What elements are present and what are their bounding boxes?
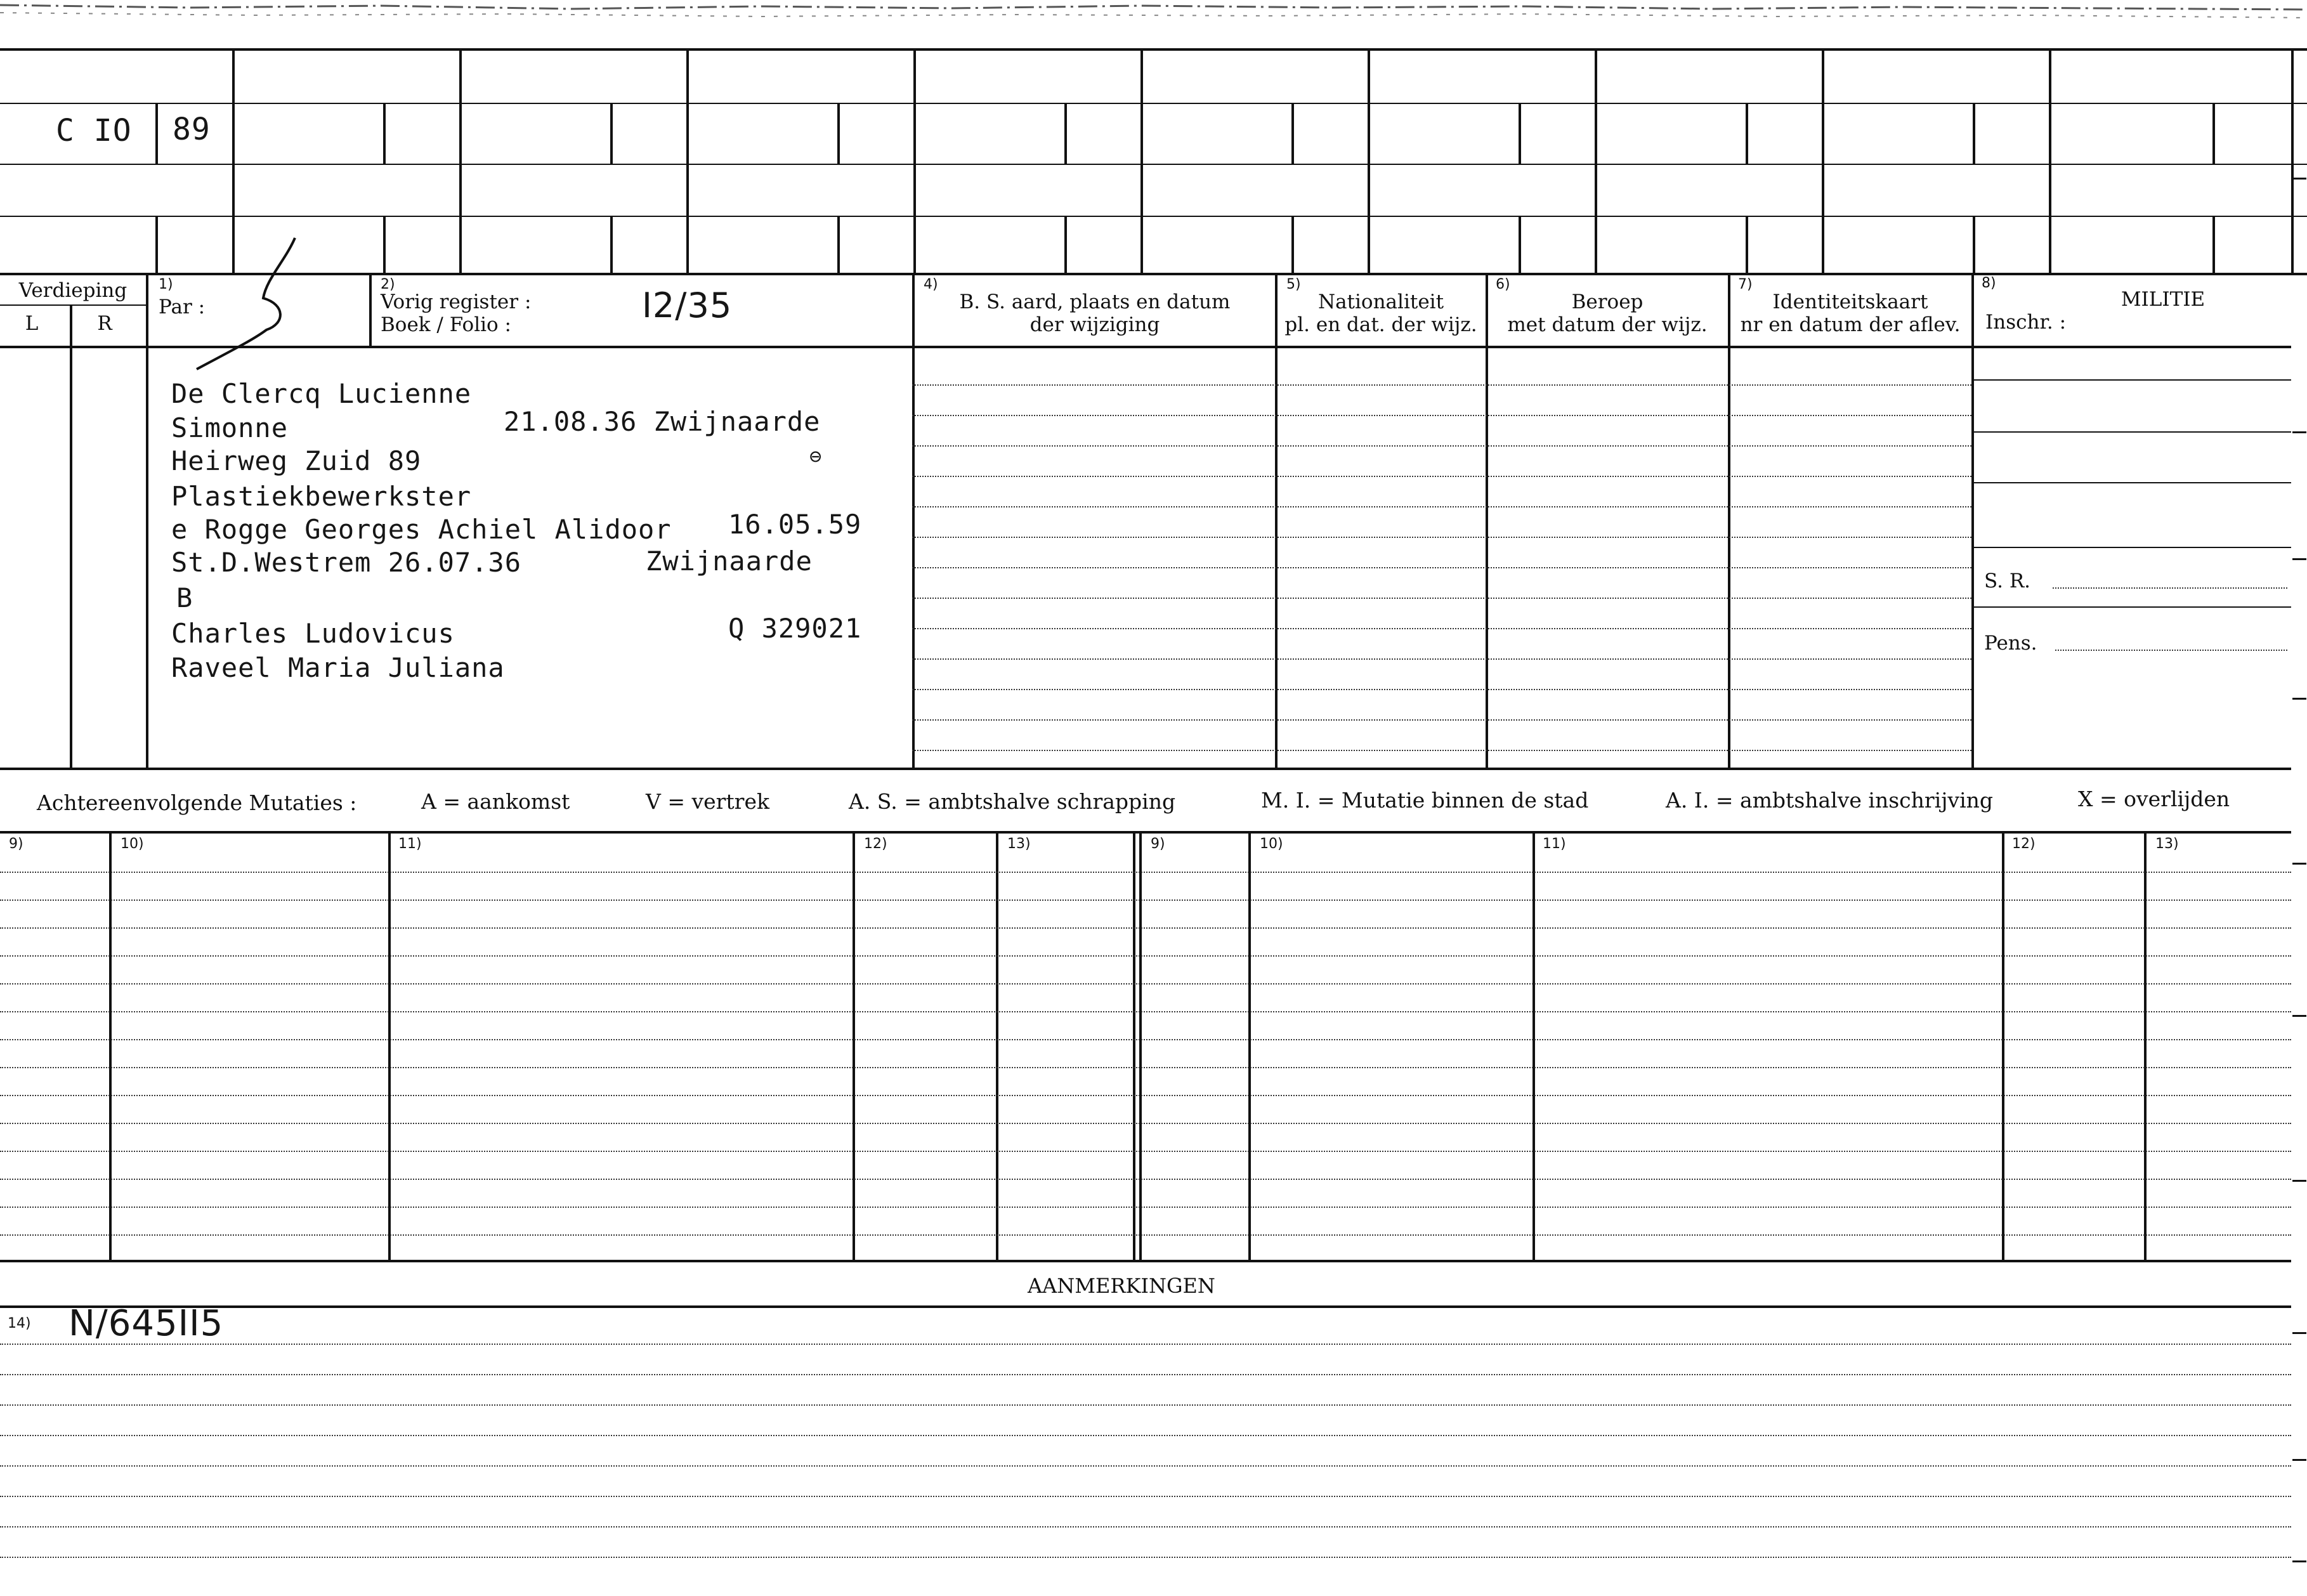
- mutaties-row: [0, 1123, 2291, 1124]
- top-grid-col: [459, 48, 462, 273]
- top-grid-subcol: [155, 103, 158, 164]
- edge-tick: [2292, 1180, 2306, 1182]
- legend-ambtshalve-inschrijving: A. I. = ambtshalve inschrijving: [1666, 788, 1994, 813]
- nationaliteit-header-2: pl. en dat. der wijz.: [1284, 313, 1477, 336]
- mutaties-col-number: 13): [1007, 836, 1031, 852]
- col-lr-divider: [70, 304, 72, 768]
- mutaties-col-number: 10): [121, 836, 144, 852]
- mutaties-col-line: [2002, 831, 2004, 1260]
- top-grid-subcol: [1746, 216, 1748, 273]
- top-grid-subcol: [1291, 103, 1294, 164]
- register-code-number: 89: [173, 112, 211, 147]
- top-grid-subcol: [155, 216, 158, 273]
- edge-tick: [2292, 863, 2306, 865]
- top-grid-subcol: [1291, 216, 1294, 273]
- aanmerkingen-row: [0, 1557, 2291, 1558]
- dotted-row: [912, 476, 1971, 477]
- mutaties-row: [0, 927, 2291, 929]
- person-marriage-date: 16.05.59: [728, 509, 862, 540]
- edge-tick: [2292, 1459, 2306, 1461]
- mutaties-row: [0, 983, 2291, 984]
- top-grid-subcol: [383, 103, 386, 164]
- person-spouse: e Rogge Georges Achiel Alidoor: [171, 514, 672, 545]
- mutaties-top-border: [0, 768, 2291, 770]
- identiteitskaart-header: Identiteitskaart: [1772, 291, 1928, 313]
- edge-tick: [2292, 558, 2306, 560]
- top-grid-col: [2049, 48, 2051, 273]
- militie-header: MILITIE: [2121, 288, 2206, 311]
- sr-dotted: [2053, 587, 2287, 589]
- top-grid-col: [913, 48, 916, 273]
- top-grid-subcol: [1064, 103, 1067, 164]
- bs-header-2: der wijziging: [1029, 313, 1160, 336]
- top-grid-subcol: [1519, 103, 1521, 164]
- mutaties-col-line: [109, 831, 112, 1260]
- top-grid-subcol: [2212, 216, 2215, 273]
- field-number: 6): [1496, 277, 1510, 292]
- header-bottom-border: [0, 346, 2291, 348]
- top-grid-subcol: [837, 103, 840, 164]
- field-number: 2): [381, 277, 395, 292]
- mutaties-col-line: [1248, 831, 1251, 1260]
- aanmerkingen-row: [0, 1465, 2291, 1467]
- mutaties-col-line: [853, 831, 855, 1260]
- vorig-register-value: I2/35: [642, 285, 733, 325]
- pens-dotted: [2055, 650, 2287, 651]
- dotted-row: [912, 567, 1971, 568]
- field-number: 5): [1286, 277, 1301, 292]
- header-top-border: [0, 273, 2307, 275]
- top-grid-subcol: [2212, 103, 2215, 164]
- top-grid-subcol: [383, 216, 386, 273]
- mutaties-col-line: [996, 831, 998, 1260]
- col-beroep-divider: [1486, 273, 1488, 768]
- person-occupation: Plastiekbewerkster: [171, 481, 472, 512]
- mutaties-row: [0, 872, 2291, 873]
- spouse-birth: St.D.Westrem 26.07.36: [171, 547, 522, 578]
- dotted-row: [912, 415, 1971, 416]
- mutaties-col-number: 9): [9, 836, 23, 852]
- verdieping-split: [0, 304, 146, 306]
- top-grid-subcol: [1519, 216, 1521, 273]
- handwritten-par-mark: [190, 235, 304, 374]
- top-grid-col: [1368, 48, 1370, 273]
- person-surname-name: De Clercq Lucienne: [171, 378, 472, 409]
- dotted-row: [912, 445, 1971, 447]
- person-second-name: Simonne: [171, 412, 289, 443]
- address-mark: ⊖: [809, 444, 823, 468]
- mutaties-col-number: 13): [2155, 836, 2179, 852]
- legend-aankomst: A = aankomst: [421, 789, 570, 814]
- dotted-row: [912, 537, 1971, 538]
- top-grid-subcol: [837, 216, 840, 273]
- top-border: [0, 48, 2307, 51]
- top-grid-col: [1595, 48, 1597, 273]
- col-militie-divider: [1971, 273, 1974, 768]
- right-edge: [2291, 48, 2294, 273]
- id-card-code: Q 329021: [728, 613, 862, 644]
- mutaties-col-number: 9): [1151, 836, 1165, 852]
- aanmerkingen-row: [0, 1404, 2291, 1406]
- col-l-label: L: [25, 312, 39, 335]
- scanned-edge-noise: [0, 0, 2307, 38]
- field-number: 8): [1982, 275, 1996, 291]
- col-vorig-divider: [369, 273, 372, 346]
- militie-line: [1971, 547, 2291, 548]
- mutaties-col-number: 11): [1543, 836, 1566, 852]
- dotted-row: [912, 719, 1971, 721]
- top-grid-col: [1140, 48, 1143, 273]
- inschr-label: Inschr. :: [1985, 311, 2067, 334]
- mutaties-col-line: [1533, 831, 1535, 1260]
- militie-line: [1971, 431, 2291, 433]
- mutaties-row: [0, 1207, 2291, 1208]
- aanmerkingen-row: [0, 1526, 2291, 1527]
- mutaties-col-line: [1139, 831, 1142, 1260]
- field-number: 14): [8, 1316, 31, 1331]
- top-grid-line: [0, 164, 2307, 165]
- legend-mutatie-stad: M. I. = Mutatie binnen de stad: [1261, 788, 1589, 813]
- top-grid-subcol: [1064, 216, 1067, 273]
- mutaties-row: [0, 1095, 2291, 1096]
- edge-tick: [2292, 178, 2306, 180]
- top-grid-col: [686, 48, 689, 273]
- vorig-register-label: Vorig register :: [381, 291, 532, 313]
- top-grid-col: [1822, 48, 1824, 273]
- person-code-b: B: [176, 582, 193, 613]
- edge-tick: [2292, 431, 2306, 433]
- top-grid-line: [0, 216, 2307, 217]
- identiteitskaart-header-2: nr en datum der aflev.: [1740, 313, 1961, 336]
- beroep-header: Beroep: [1571, 291, 1644, 313]
- aanmerkingen-line: [0, 1305, 2291, 1308]
- field-number: 4): [924, 277, 938, 292]
- dotted-row: [912, 384, 1971, 386]
- dotted-row: [912, 598, 1971, 599]
- mutaties-table-top: [0, 831, 2291, 834]
- legend-vertrek: V = vertrek: [646, 789, 769, 814]
- pens-label: Pens.: [1984, 632, 2037, 655]
- mutaties-row: [0, 1151, 2291, 1152]
- mutaties-row: [0, 955, 2291, 957]
- mutaties-center-line: [1133, 831, 1135, 1260]
- militie-line: [1971, 606, 2291, 608]
- col-bs-divider: [912, 273, 915, 768]
- mutaties-col-number: 12): [2012, 836, 2036, 852]
- aanmerkingen-value: N/645II5: [69, 1303, 224, 1344]
- legend-overlijden: X = overlijden: [2078, 787, 2230, 811]
- dotted-row: [912, 658, 1971, 660]
- edge-tick: [2292, 1560, 2306, 1562]
- mutaties-title: Achtereenvolgende Mutaties :: [37, 790, 357, 815]
- top-grid-subcol: [610, 216, 613, 273]
- par-label: Par :: [159, 296, 206, 318]
- aanmerkingen-title: AANMERKINGEN: [1028, 1274, 1215, 1298]
- mutaties-row: [0, 899, 2291, 901]
- mutaties-col-number: 10): [1260, 836, 1283, 852]
- person-address: Heirweg Zuid 89: [171, 445, 422, 476]
- verdieping-label: Verdieping: [18, 279, 127, 302]
- militie-line: [1971, 379, 2291, 381]
- col-par-divider: [146, 273, 148, 768]
- field-number: 7): [1738, 277, 1753, 292]
- top-grid-line: [0, 103, 2307, 104]
- mutaties-col-number: 12): [864, 836, 887, 852]
- aanmerkingen-row: [0, 1435, 2291, 1436]
- mutaties-col-line: [2144, 831, 2147, 1260]
- top-grid-subcol: [1973, 103, 1975, 164]
- dotted-row: [912, 750, 1971, 751]
- top-grid-subcol: [610, 103, 613, 164]
- mutaties-col-line: [388, 831, 391, 1260]
- col-r-label: R: [97, 312, 112, 335]
- nationaliteit-header: Nationaliteit: [1317, 291, 1444, 313]
- aanmerkingen-row: [0, 1374, 2291, 1375]
- field-number: 1): [159, 277, 173, 292]
- legend-ambtshalve-schrapping: A. S. = ambtshalve schrapping: [849, 789, 1176, 814]
- bs-header: B. S. aard, plaats en datum: [959, 291, 1231, 313]
- boek-folio-label: Boek / Folio :: [381, 313, 511, 336]
- mutaties-table-bottom: [0, 1260, 2291, 1262]
- col-id-divider: [1728, 273, 1730, 768]
- register-code: C IO: [56, 113, 132, 148]
- aanmerkingen-row: [0, 1496, 2291, 1497]
- sr-label: S. R.: [1984, 570, 2031, 592]
- mutaties-row: [0, 1011, 2291, 1012]
- dotted-row: [912, 689, 1971, 690]
- dotted-row: [912, 628, 1971, 629]
- edge-tick: [2292, 698, 2306, 700]
- spouse-birth-place: Zwijnaarde: [646, 546, 813, 577]
- parent-mother: Raveel Maria Juliana: [171, 652, 505, 683]
- edge-tick: [2292, 1015, 2306, 1017]
- mutaties-row: [0, 1179, 2291, 1180]
- beroep-header-2: met datum der wijz.: [1507, 313, 1708, 336]
- top-grid-subcol: [1973, 216, 1975, 273]
- mutaties-row: [0, 1067, 2291, 1068]
- mutaties-row: [0, 1234, 2291, 1236]
- mutaties-row: [0, 1039, 2291, 1040]
- militie-line: [1971, 482, 2291, 483]
- person-birth: 21.08.36 Zwijnaarde: [504, 406, 821, 437]
- top-grid-subcol: [1746, 103, 1748, 164]
- mutaties-col-number: 11): [398, 836, 422, 852]
- edge-tick: [2292, 1332, 2306, 1334]
- col-nat-divider: [1275, 273, 1278, 768]
- aanmerkingen-row: [0, 1344, 2291, 1345]
- dotted-row: [912, 506, 1971, 507]
- parent-father: Charles Ludovicus: [171, 618, 455, 649]
